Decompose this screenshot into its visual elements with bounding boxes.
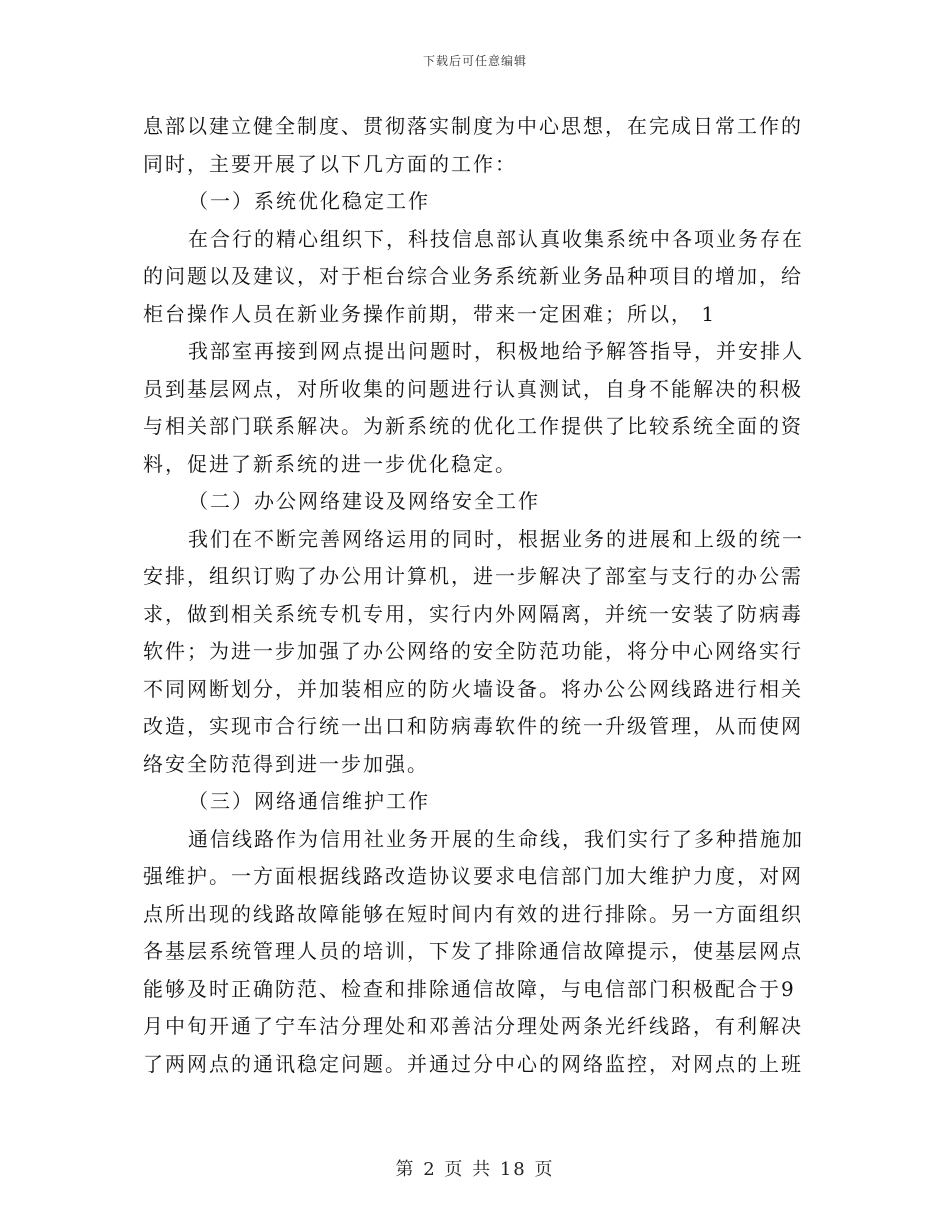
body-line: 月中旬开通了宁车沽分理处和邓善沽分理处两条光纤线路，有利解决: [143, 1014, 803, 1038]
body-line: 强维护。一方面根据线路改造协议要求电信部门加大维护力度，对网: [143, 864, 803, 888]
body-line: 柜台操作人员在新业务操作前期，带来一定困难；所以， 1: [143, 301, 717, 326]
body-line: 息部以建立健全制度、贯彻落实制度为中心思想，在完成日常工作的: [143, 114, 803, 138]
page-header: 下载后可任意编辑: [422, 54, 527, 68]
page-number-footer: [0, 1155, 950, 1181]
body-line: 安排，组织订购了办公用计算机，进一步解决了部室与支行的办公需: [143, 564, 803, 588]
body-line: 同时，主要开展了以下几方面的工作：: [143, 151, 517, 176]
section-heading: （一）系统优化稳定工作: [188, 189, 430, 213]
body-line: 的问题以及建议，对于柜台综合业务系统新业务品种项目的增加，给: [143, 264, 803, 288]
section-heading: （三）网络通信维护工作: [188, 789, 430, 813]
body-line: 络安全防范得到进一步加强。: [143, 751, 429, 776]
body-line: 在合行的精心组织下，科技信息部认真收集系统中各项业务存在: [188, 226, 804, 251]
body-line: 能够及时正确防范、检查和排除通信故障，与电信部门积极配合于9: [143, 976, 796, 1001]
body-line: 我部室再接到网点提出问题时，积极地给予解答指导，并安排人: [188, 339, 804, 363]
body-line: 通信线路作为信用社业务开展的生命线，我们实行了多种措施加: [188, 826, 804, 851]
body-line: 员到基层网点，对所收集的问题进行认真测试，自身不能解决的积极: [143, 376, 803, 401]
body-line: 求，做到相关系统专机专用，实行内外网隔离，并统一安装了防病毒: [143, 601, 803, 626]
body-line: 各基层系统管理人员的培训，下发了排除通信故障提示，使基层网点: [143, 939, 803, 963]
section-heading: （二）办公网络建设及网络安全工作: [188, 489, 540, 513]
body-line: 我们在不断完善网络运用的同时，根据业务的进展和上级的统一: [188, 526, 804, 551]
body-line: 料，促进了新系统的进一步优化稳定。: [143, 451, 517, 476]
body-line: 软件；为进一步加强了办公网络的安全防范功能，将分中心网络实行: [143, 639, 803, 663]
body-line: 不同网断划分，并加装相应的防火墙设备。将办公公网线路进行相关: [143, 676, 803, 701]
body-line: 了两网点的通讯稳定问题。并通过分中心的网络监控，对网点的上班: [143, 1051, 803, 1076]
body-line: 改造，实现市合行统一出口和防病毒软件的统一升级管理，从而使网: [143, 714, 803, 738]
body-line: 与相关部门联系解决。为新系统的优化工作提供了比较系统全面的资: [143, 414, 803, 438]
page-number: 第 2 页 共 18 页: [395, 1159, 555, 1180]
body-line: 点所出现的线路故障能够在短时间内有效的进行排除。另一方面组织: [143, 901, 803, 926]
document-body: [143, 108, 803, 1083]
